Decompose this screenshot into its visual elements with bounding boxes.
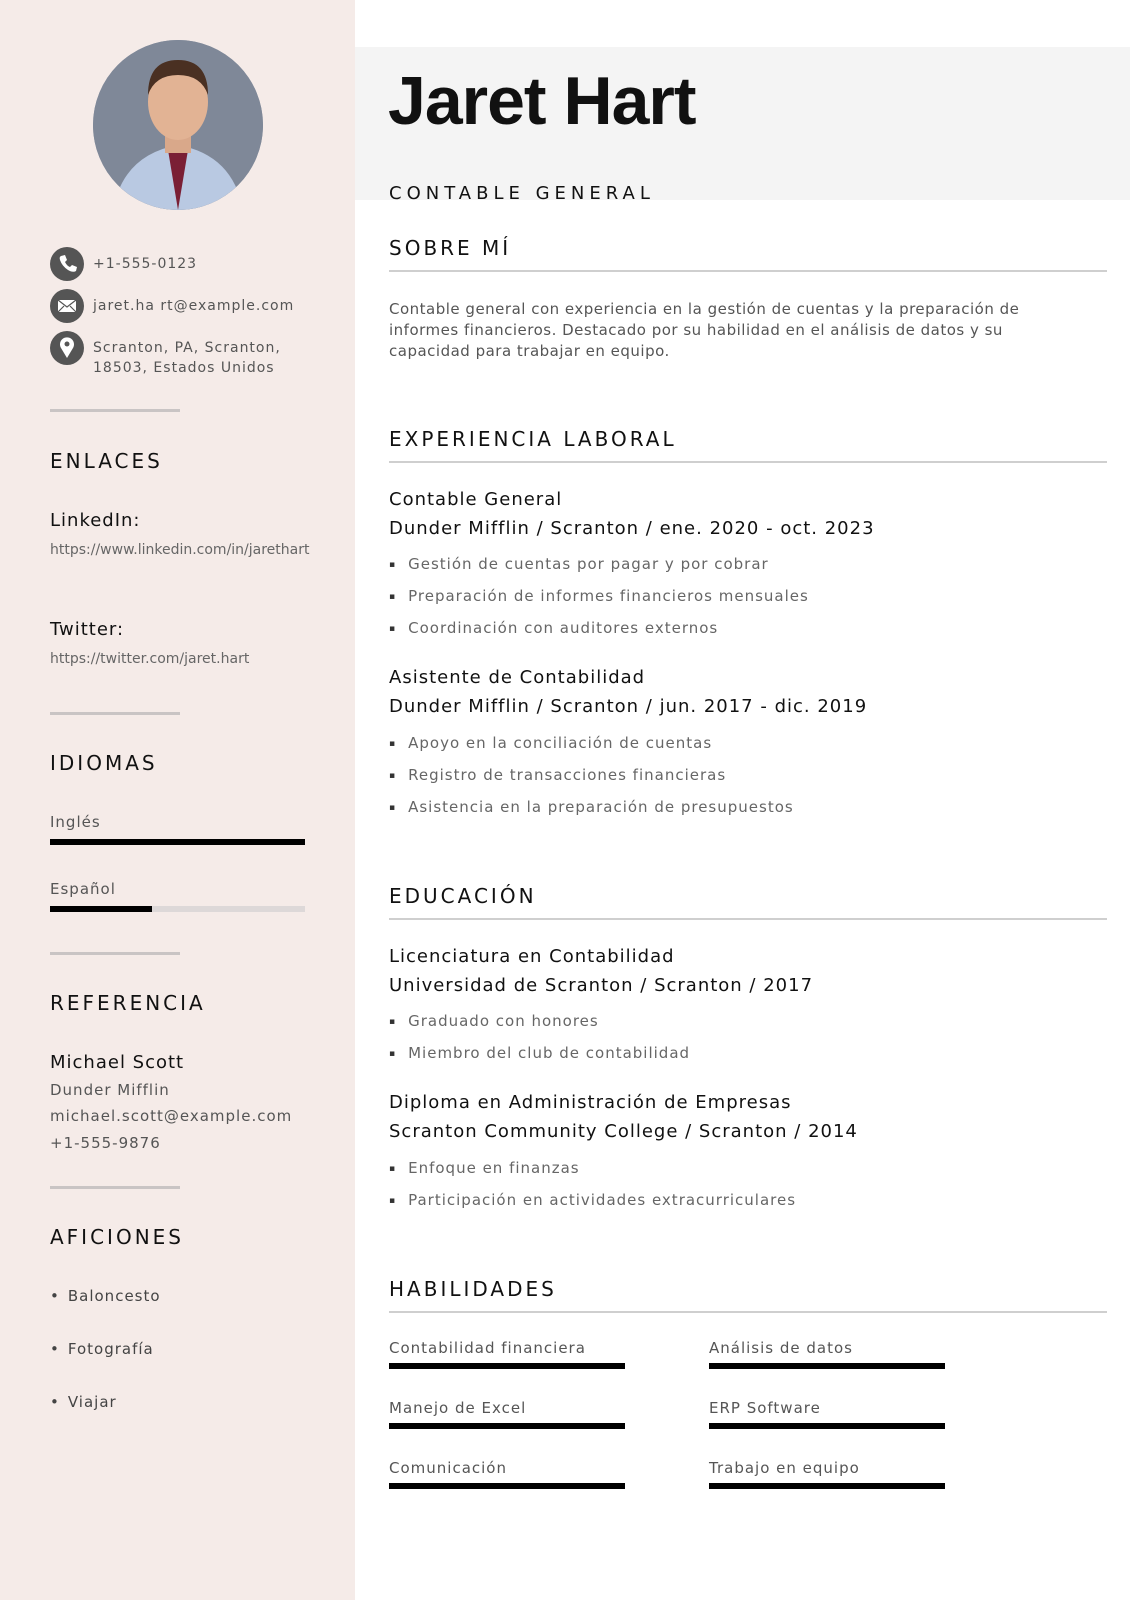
skill-level-bar <box>709 1363 945 1369</box>
linkedin-link[interactable]: https://www.linkedin.com/in/jarethart <box>50 542 310 558</box>
about-heading: SOBRE MÍ <box>389 236 512 260</box>
about-line: informes financieros. Destacado por su habilidad en el análisis de datos y su <box>389 321 1003 339</box>
hobby-item: • Baloncesto <box>50 1287 161 1305</box>
email-text: jaret.ha rt@example.com <box>93 298 295 314</box>
job-bullet: ▪ Coordinación con auditores externos <box>389 619 718 637</box>
sidebar <box>0 0 355 1600</box>
degree-title: Licenciatura en Contabilidad <box>389 946 675 967</box>
skill-name: Comunicación <box>389 1459 507 1477</box>
language-name: Español <box>50 880 116 898</box>
location-icon <box>50 331 84 365</box>
job-title: Contable General <box>389 489 563 510</box>
language-name: Inglés <box>50 813 101 831</box>
hobby-item: • Viajar <box>50 1393 117 1411</box>
job-bullet: ▪ Apoyo en la conciliación de cuentas <box>389 734 712 752</box>
languages-heading: IDIOMAS <box>50 751 158 775</box>
divider <box>389 461 1107 463</box>
phone-text: +1-555-0123 <box>93 256 198 272</box>
degree-meta: Scranton Community College / Scranton / 2014 <box>389 1121 858 1142</box>
job-title: Asistente de Contabilidad <box>389 667 646 688</box>
twitter-label: Twitter: <box>50 619 125 640</box>
hobbies-heading: AFICIONES <box>50 1225 184 1249</box>
email-icon <box>50 289 84 323</box>
reference-phone: +1-555-9876 <box>50 1134 161 1152</box>
job-meta: Dunder Mifflin / Scranton / jun. 2017 - dic. 2019 <box>389 696 868 717</box>
experience-heading: EXPERIENCIA LABORAL <box>389 427 677 451</box>
skill-level-bar <box>389 1423 625 1429</box>
address-line1: Scranton, PA, Scranton, <box>93 340 281 356</box>
skill-level-bar <box>709 1423 945 1429</box>
address-line2: 18503, Estados Unidos <box>93 360 275 376</box>
degree-title: Diploma en Administración de Empresas <box>389 1092 792 1113</box>
degree-meta: Universidad de Scranton / Scranton / 2017 <box>389 975 814 996</box>
skill-level-bar <box>389 1363 625 1369</box>
candidate-name: Jaret Hart <box>388 63 696 139</box>
phone-icon <box>50 247 84 281</box>
divider <box>50 712 180 715</box>
hobby-item: • Fotografía <box>50 1340 154 1358</box>
linkedin-label: LinkedIn: <box>50 510 141 531</box>
job-bullet: ▪ Registro de transacciones financieras <box>389 766 726 784</box>
job-title: CONTABLE GENERAL <box>389 183 655 204</box>
skill-name: Análisis de datos <box>709 1339 853 1357</box>
twitter-link[interactable]: https://twitter.com/jaret.hart <box>50 651 250 667</box>
divider <box>50 1186 180 1189</box>
about-text <box>389 299 1089 362</box>
skill-name: ERP Software <box>709 1399 821 1417</box>
divider <box>389 1311 1107 1313</box>
degree-bullet: ▪ Enfoque en finanzas <box>389 1159 580 1177</box>
job-bullet: ▪ Gestión de cuentas por pagar y por cobrar <box>389 555 769 573</box>
language-level-bar <box>50 906 305 912</box>
job-bullet: ▪ Preparación de informes financieros mensuales <box>389 587 809 605</box>
divider <box>50 409 180 412</box>
degree-bullet: ▪ Participación en actividades extracurriculares <box>389 1191 796 1209</box>
avatar <box>93 40 263 210</box>
job-bullet: ▪ Asistencia en la preparación de presupuestos <box>389 798 794 816</box>
skill-level-bar <box>709 1483 945 1489</box>
skill-name: Trabajo en equipo <box>709 1459 860 1477</box>
education-heading: EDUCACIÓN <box>389 884 537 908</box>
divider <box>50 952 180 955</box>
divider <box>389 918 1107 920</box>
skill-name: Manejo de Excel <box>389 1399 527 1417</box>
skill-name: Contabilidad financiera <box>389 1339 586 1357</box>
links-heading: ENLACES <box>50 449 163 473</box>
reference-name: Michael Scott <box>50 1052 185 1073</box>
reference-company: Dunder Mifflin <box>50 1081 170 1099</box>
degree-bullet: ▪ Miembro del club de contabilidad <box>389 1044 690 1062</box>
skills-heading: HABILIDADES <box>389 1277 557 1301</box>
reference-heading: REFERENCIA <box>50 991 206 1015</box>
language-level-bar <box>50 839 305 845</box>
degree-bullet: ▪ Graduado con honores <box>389 1012 599 1030</box>
about-line: capacidad para trabajar en equipo. <box>389 342 670 360</box>
job-meta: Dunder Mifflin / Scranton / ene. 2020 - oct. 2023 <box>389 518 875 539</box>
about-line: Contable general con experiencia en la gestión de cuentas y la preparación de <box>389 300 1020 318</box>
reference-email: michael.scott@example.com <box>50 1107 293 1125</box>
divider <box>389 270 1107 272</box>
skill-level-bar <box>389 1483 625 1489</box>
